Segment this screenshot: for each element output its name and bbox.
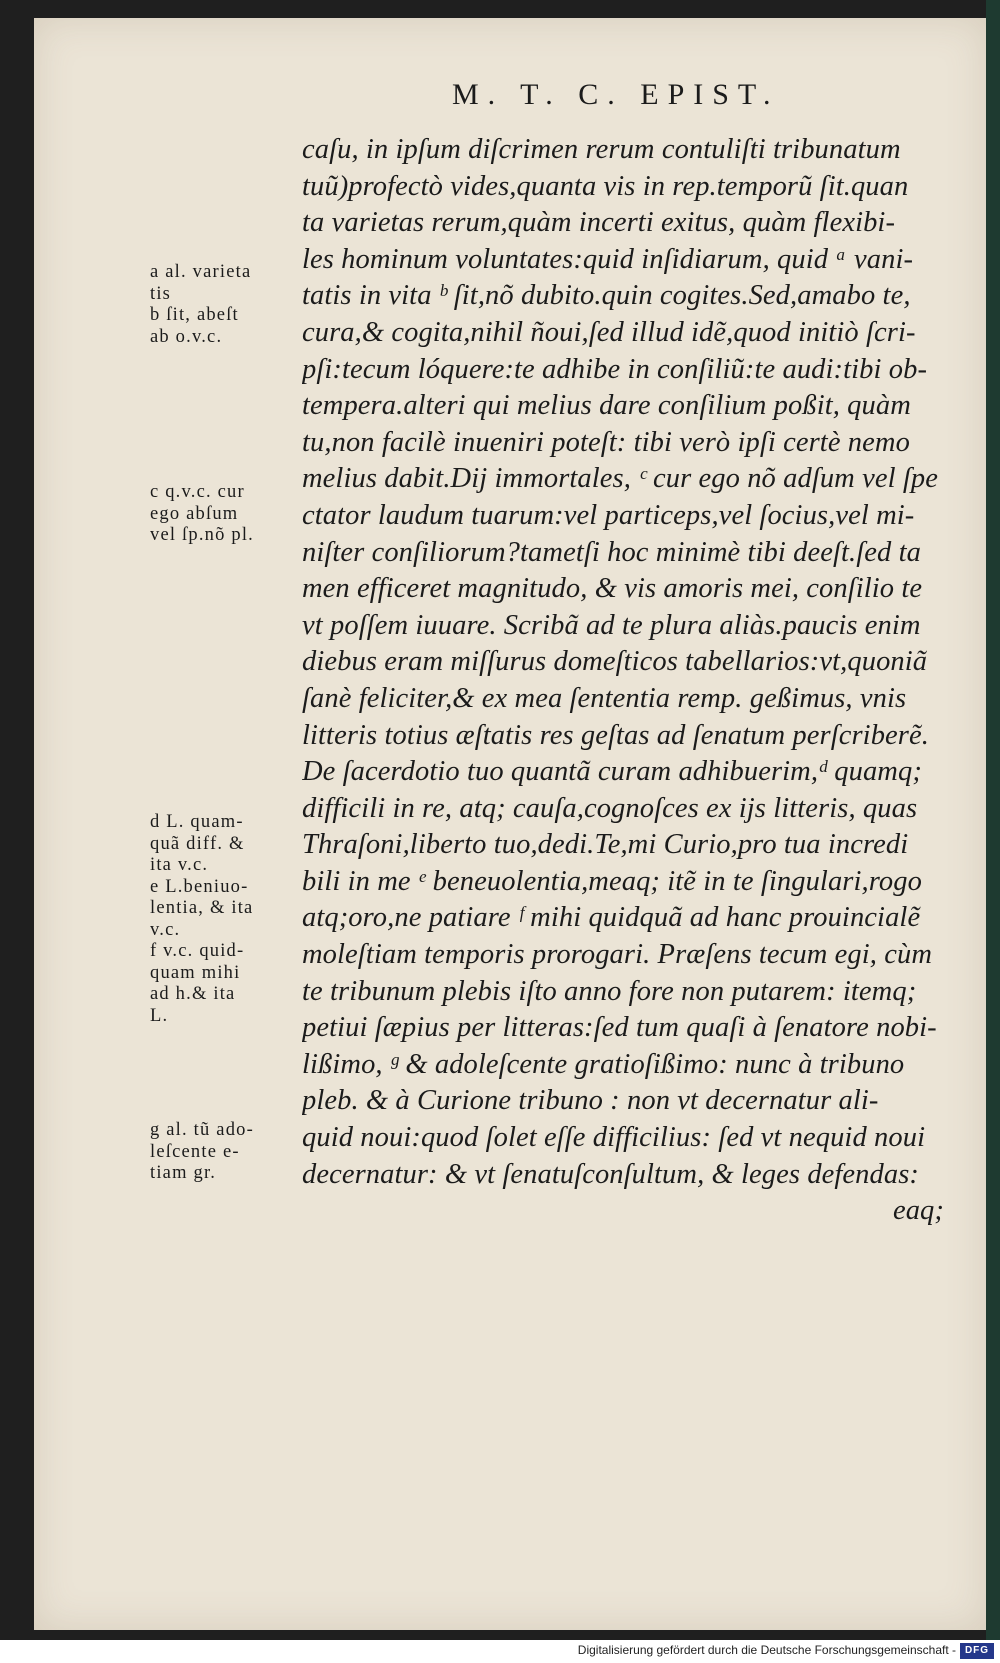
- text-line: ta varietas rerum,quàm incerti exitus, quàm flexibi-: [302, 207, 896, 239]
- text-line: tuũ)profectò vides,quanta vis in rep.temporũ ſit.quan: [302, 170, 909, 202]
- text-line: niſter conſiliorum?tametſi hoc minimè tibi deeſt.ſed ta: [302, 536, 921, 568]
- text-line: decernatur: & vt ſenatuſconſultum, & leges defendas:: [302, 1158, 920, 1190]
- note-line: a al. varieta: [150, 262, 252, 282]
- text-line: tatis in vita ᵇ ſit,nõ dubito.quin cogites.Sed,amabo te,: [302, 280, 911, 312]
- catchword: eaq;: [892, 1195, 944, 1227]
- text-line: petiui ſæpius per litteras:ſed tum quaſi à ſenatore nobi-: [302, 1012, 937, 1044]
- note-line: tis: [150, 283, 172, 304]
- note-line: ita v.c.: [150, 855, 209, 875]
- text-line: les hominum voluntates:quid inſidiarum, quid ᵃ vani-: [302, 243, 914, 275]
- note-line: g al. tũ ado-: [150, 1120, 254, 1140]
- note-line: tiam gr.: [150, 1163, 217, 1183]
- note-line: v.c.: [150, 919, 181, 940]
- note-line: leſcente e-: [150, 1141, 240, 1162]
- text-line: tempera.alteri qui melius dare conſilium poßit, quàm: [302, 390, 911, 422]
- main-text: [302, 132, 952, 1230]
- note-line: d L. quam-: [150, 812, 244, 832]
- text-line: pleb. & à Curione tribuno : non vt decernatur ali-: [302, 1085, 879, 1117]
- text-line: cura,& cogita,nihil ñoui,ſed illud idẽ,quod initiò ſcri-: [302, 316, 916, 348]
- text-line: pſi:tecum lóquere:te adhibe in conſiliũ:te audi:tibi ob-: [302, 353, 928, 385]
- note-line: c q.v.c. cur: [150, 482, 245, 502]
- note-line: ego abſum: [150, 503, 239, 524]
- marginal-note-c: [150, 482, 300, 547]
- text-line: te tribunum plebis iſto anno fore non putarem: itemq;: [302, 975, 917, 1007]
- note-line: ab o.v.c.: [150, 326, 223, 347]
- marginal-note-d-e-f: [150, 812, 300, 1027]
- text-line: diebus eram miſſurus domeſticos tabellarios:vt,quoniã: [302, 646, 928, 678]
- marginal-note-a-b: [150, 262, 300, 348]
- funding-credit: Digitalisierung gefördert durch die Deutsche Forschungsgemeinschaft -: [577, 1643, 956, 1657]
- text-line: quid noui:quod ſolet eſſe difficilius: ſed vt nequid noui: [302, 1122, 926, 1154]
- note-line: quam mihi: [150, 962, 241, 983]
- text-line: lißimo, ᵍ & adoleſcente gratioſißimo: nunc à tribuno: [302, 1048, 905, 1080]
- text-line: vt poſſem iuuare. Scribã ad te plura aliàs.paucis enim: [302, 609, 921, 641]
- note-line: ad h.& ita: [150, 984, 236, 1004]
- text-line: ſanè feliciter,& ex mea ſententia remp. geßimus, vnis: [302, 682, 907, 714]
- note-line: L.: [150, 1005, 169, 1026]
- text-line: bili in me ᵉ beneuolentia,meaq; itẽ in te ſingulari,rogo: [302, 865, 922, 897]
- note-line: e L.beniuo-: [150, 876, 249, 897]
- book-cover-edge: [986, 0, 1000, 1640]
- text-line: men efficeret magnitudo, & vis amoris mei, conſilio te: [302, 573, 923, 605]
- text-line: difficili in re, atq; cauſa,cognoſces ex ijs litteris, quas: [302, 792, 918, 824]
- text-line: De ſacerdotio tuo quantã curam adhibuerim,ᵈ quamq;: [302, 756, 922, 788]
- text-line: tu,non facilè inueniri poteſt: tibi verò ipſi certè nemo: [302, 426, 910, 458]
- note-line: f v.c. quid-: [150, 941, 245, 961]
- text-line: moleſtiam temporis prorogari. Præſens tecum egi, cùm: [302, 939, 933, 971]
- text-line: melius dabit.Dij immortales, ᶜ cur ego nõ adſum vel ſpe: [302, 463, 938, 495]
- running-head: M. T. C. EPIST.: [452, 78, 780, 111]
- note-line: b ſit, abeſt: [150, 305, 239, 325]
- text-line: Thraſoni,liberto tuo,dedi.Te,mi Curio,pro tua incredi: [302, 829, 909, 861]
- marginal-note-g: [150, 1120, 300, 1185]
- note-line: quã diff. &: [150, 833, 245, 854]
- dfg-logo-icon: DFG: [960, 1643, 994, 1659]
- text-line: litteris totius æſtatis res geſtas ad ſenatum perſcriberẽ.: [302, 719, 929, 751]
- text-line: atq;oro,ne patiare ᶠ mihi quidquã ad hanc prouincialẽ: [302, 902, 921, 934]
- text-line: ctator laudum tuarum:vel particeps,vel ſocius,vel mi-: [302, 499, 915, 531]
- text-line: caſu, in ipſum diſcrimen rerum contuliſti tribunatum: [302, 134, 901, 165]
- digitization-footer: [0, 1640, 1000, 1663]
- note-line: lentia, & ita: [150, 898, 254, 918]
- note-line: vel ſp.nõ pl.: [150, 525, 254, 545]
